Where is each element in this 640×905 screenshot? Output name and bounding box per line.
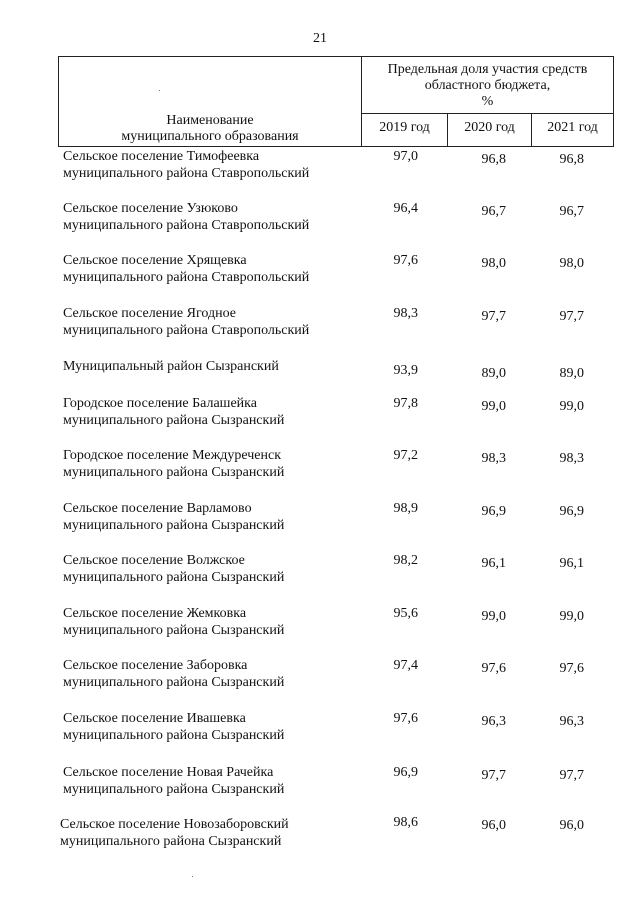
value-2020: 89,0 — [481, 366, 506, 381]
value-2019: 97,8 — [393, 396, 418, 411]
value-2021: 89,0 — [559, 366, 584, 381]
value-2020: 96,1 — [481, 556, 506, 571]
value-2021: 97,7 — [559, 309, 584, 324]
value-2021: 96,8 — [559, 152, 584, 167]
value-2021: 97,6 — [559, 661, 584, 676]
municipality-name-line: муниципального района Ставропольский — [63, 323, 310, 338]
municipality-name-line: Сельское поселение Заборовка — [63, 658, 248, 673]
municipality-name-line: муниципального района Сызранский — [63, 413, 285, 428]
value-2020: 96,0 — [481, 818, 506, 833]
value-2020: 97,7 — [481, 768, 506, 783]
table-row — [0, 814, 640, 866]
municipality-name — [63, 200, 363, 234]
municipality-name-line: муниципального района Ставропольский — [63, 218, 310, 233]
value-2021: 99,0 — [559, 609, 584, 624]
municipality-name — [63, 447, 363, 481]
value-2019: 97,0 — [393, 149, 418, 164]
municipality-name — [63, 764, 363, 798]
table-row — [0, 200, 640, 252]
value-2020: 99,0 — [481, 609, 506, 624]
municipality-name — [63, 395, 363, 429]
municipality-name — [63, 657, 363, 691]
value-2019: 98,2 — [393, 553, 418, 568]
value-2019: 93,9 — [393, 363, 418, 378]
municipality-name-line: Сельское поселение Волжское — [63, 553, 245, 568]
year-header-2020: 2020 год — [448, 114, 532, 146]
municipality-name — [63, 148, 363, 182]
value-2019: 97,2 — [393, 448, 418, 463]
value-2021: 96,3 — [559, 714, 584, 729]
name-header-line-2: муниципального образования — [121, 129, 299, 144]
value-2020: 96,9 — [481, 504, 506, 519]
municipality-name-line: Сельское поселение Новая Рачейка — [63, 765, 274, 780]
value-2019: 95,6 — [393, 606, 418, 621]
municipality-name-line: Городское поселение Балашейка — [63, 396, 257, 411]
table-row — [0, 500, 640, 552]
page-number: 21 — [313, 31, 327, 46]
municipality-name-line: Городское поселение Междуреченск — [63, 448, 282, 463]
share-header-line-3: % — [481, 94, 494, 109]
value-2019: 97,6 — [393, 711, 418, 726]
scan-speck — [159, 90, 160, 91]
value-2020: 96,7 — [481, 204, 506, 219]
municipality-name-line: муниципального района Сызранский — [63, 518, 285, 533]
value-2020: 99,0 — [481, 399, 506, 414]
value-2019: 97,4 — [393, 658, 418, 673]
scan-speck — [192, 876, 193, 877]
value-2019: 96,9 — [393, 765, 418, 780]
value-2021: 98,3 — [559, 451, 584, 466]
value-2021: 98,0 — [559, 256, 584, 271]
municipality-name-line: муниципального района Сызранский — [63, 570, 285, 585]
municipality-name-line: муниципального района Ставропольский — [63, 166, 310, 181]
value-2021: 96,1 — [559, 556, 584, 571]
municipality-name — [63, 252, 363, 286]
municipality-name-line: муниципального района Сызранский — [63, 675, 285, 690]
municipality-name — [63, 305, 363, 339]
table-row — [0, 252, 640, 304]
share-header-line-2: областного бюджета, — [424, 78, 551, 93]
municipality-name-line: Сельское поселение Варламово — [63, 501, 252, 516]
value-2020: 97,7 — [481, 309, 506, 324]
municipality-name-line: Сельское поселение Новозаборовский — [60, 817, 289, 832]
municipality-name-line: Сельское поселение Ягодное — [63, 306, 236, 321]
table-row — [0, 552, 640, 604]
municipality-name-line: муниципального района Сызранский — [63, 782, 285, 797]
municipality-name — [63, 710, 363, 744]
municipality-name-line: муниципального района Сызранский — [63, 465, 285, 480]
value-2021: 96,7 — [559, 204, 584, 219]
name-column-header — [59, 57, 362, 146]
year-header-2021: 2021 год — [547, 120, 598, 135]
value-2020: 97,6 — [481, 661, 506, 676]
table-row — [0, 395, 640, 447]
value-2020: 98,0 — [481, 256, 506, 271]
municipality-name-line: муниципального района Сызранский — [60, 834, 282, 849]
municipality-name-line: Муниципальный район Сызранский — [63, 359, 279, 374]
value-2020: 98,3 — [481, 451, 506, 466]
municipality-name — [63, 552, 363, 586]
table-row — [0, 762, 640, 814]
municipality-name-line: Сельское поселение Узюково — [63, 201, 238, 216]
value-2020: 96,8 — [481, 152, 506, 167]
municipality-name — [60, 816, 360, 850]
municipality-name — [63, 358, 363, 375]
municipality-name — [63, 605, 363, 639]
table-row — [0, 148, 640, 200]
table-row — [0, 447, 640, 499]
municipality-name — [63, 500, 363, 534]
municipality-name-line: муниципального района Ставропольский — [63, 270, 310, 285]
table-row — [0, 710, 640, 762]
municipality-name-line: Сельское поселение Тимофеевка — [63, 149, 260, 164]
municipality-name-line: муниципального района Сызранский — [63, 623, 285, 638]
year-header-2019: 2019 год — [362, 114, 448, 146]
municipality-name-line: муниципального района Сызранский — [63, 728, 285, 743]
municipality-name-line: Сельское поселение Ивашевка — [63, 711, 246, 726]
table-row — [0, 605, 640, 657]
share-column-header — [362, 57, 613, 114]
value-2021: 99,0 — [559, 399, 584, 414]
municipality-name-line: Сельское поселение Хрящевка — [63, 253, 247, 268]
value-2021: 96,9 — [559, 504, 584, 519]
value-2019: 96,4 — [393, 201, 418, 216]
value-2019: 97,6 — [393, 253, 418, 268]
value-2021: 97,7 — [559, 768, 584, 783]
value-2020: 96,3 — [481, 714, 506, 729]
value-2019: 98,3 — [393, 306, 418, 321]
municipality-name-line: Сельское поселение Жемковка — [63, 606, 247, 621]
table-row — [0, 305, 640, 357]
table-row — [0, 657, 640, 709]
value-2019: 98,6 — [393, 815, 418, 830]
name-header-line-1: Наименование — [166, 113, 254, 128]
value-2019: 98,9 — [393, 501, 418, 516]
share-header-line-1: Предельная доля участия средств — [387, 62, 588, 77]
value-2021: 96,0 — [559, 818, 584, 833]
table-header — [58, 56, 614, 147]
